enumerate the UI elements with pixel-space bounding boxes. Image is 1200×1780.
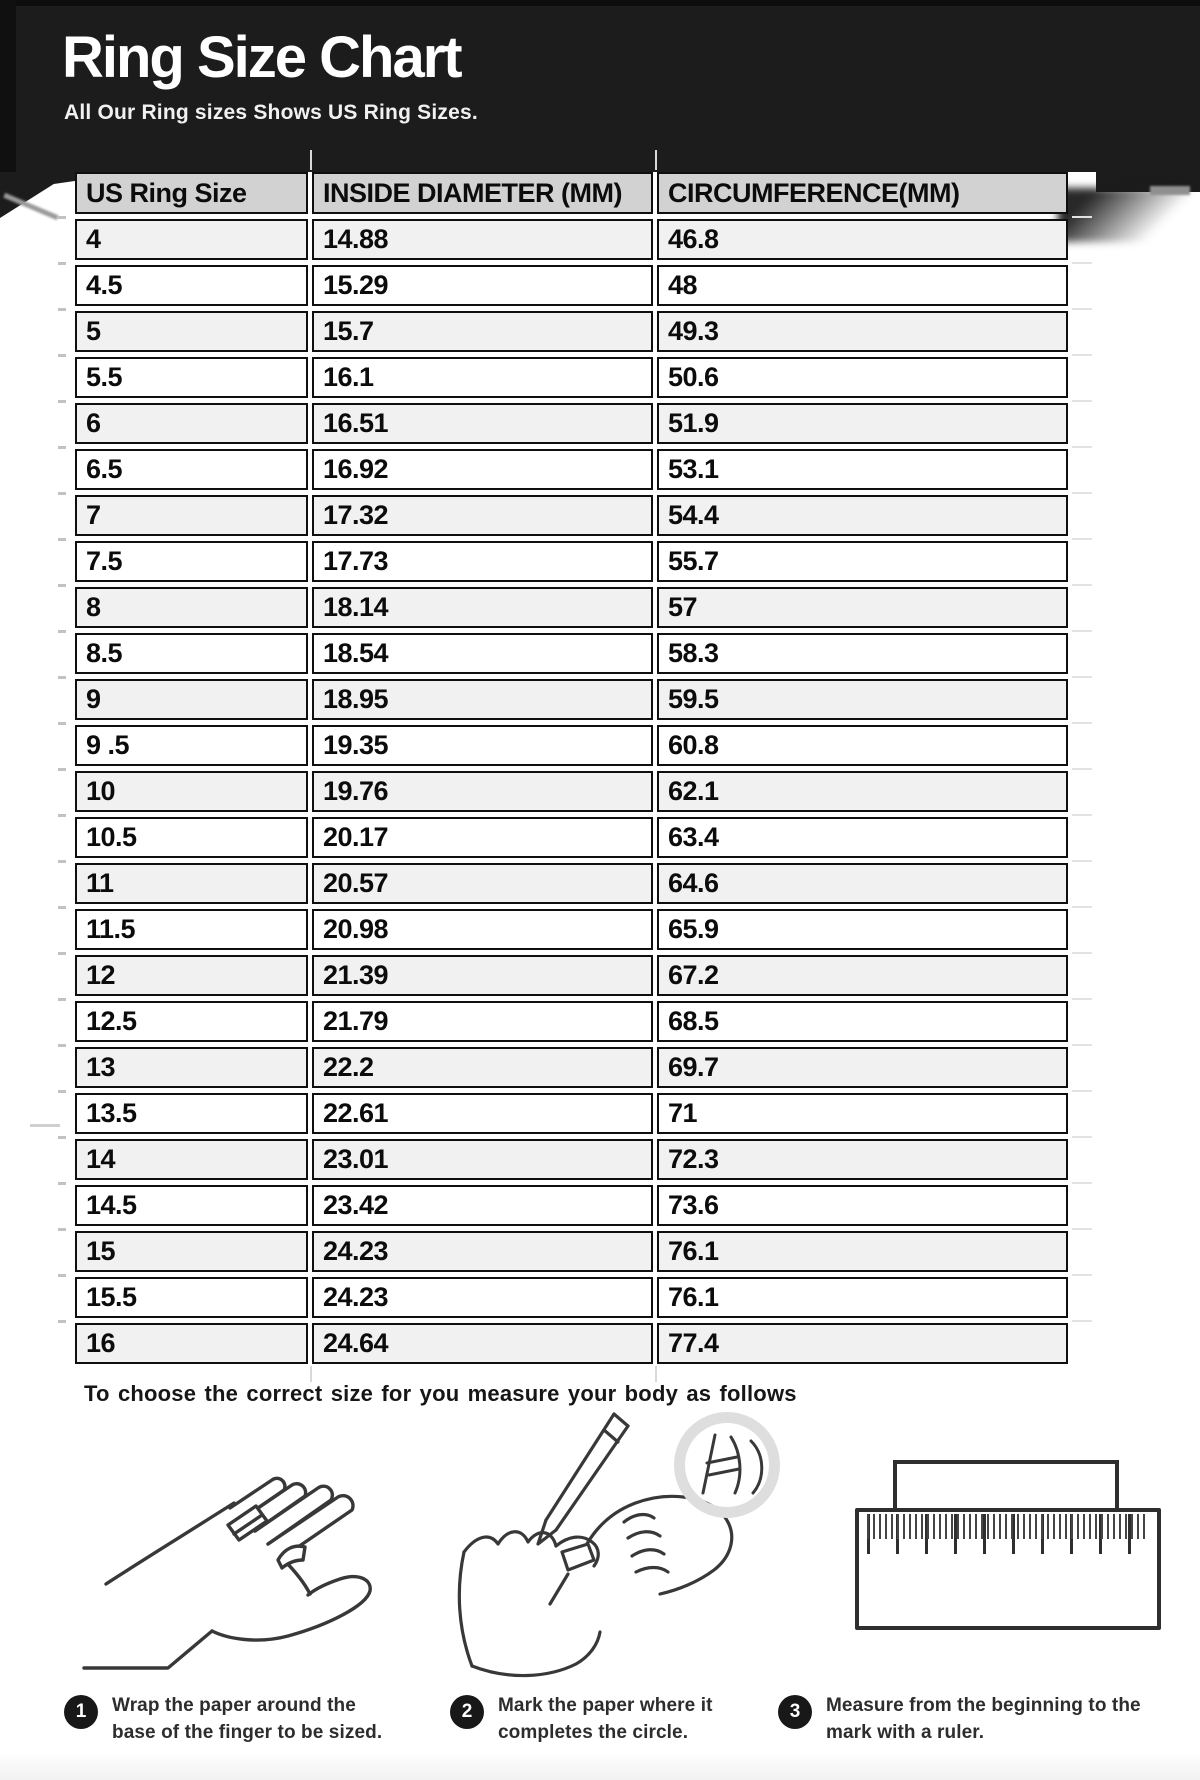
table-cell: 68.5 [657, 1001, 1068, 1042]
table-cell: 5.5 [75, 357, 308, 398]
table-cell: 21.39 [312, 955, 653, 996]
table-cell: 20.98 [312, 909, 653, 950]
table-cell: 15.7 [312, 311, 653, 352]
table-cell: 73.6 [657, 1185, 1068, 1226]
table-cell: 65.9 [657, 909, 1068, 950]
table-cell: 71 [657, 1093, 1068, 1134]
table-cell: 20.17 [312, 817, 653, 858]
step-1-number-badge: 1 [64, 1695, 98, 1729]
table-cell: 17.32 [312, 495, 653, 536]
table-cell: 7.5 [75, 541, 308, 582]
table-cell: 55.7 [657, 541, 1068, 582]
step-3 [778, 1692, 1150, 1746]
table-cell: 5 [75, 311, 308, 352]
table-cell: 53.1 [657, 449, 1068, 490]
table-cell: 12 [75, 955, 308, 996]
table-cell: 6.5 [75, 449, 308, 490]
table-cell: 15 [75, 1231, 308, 1272]
table-cell: 62.1 [657, 771, 1068, 812]
table-cell: 69.7 [657, 1047, 1068, 1088]
row-lines-right [1072, 216, 1092, 1366]
paper-strip-shape [893, 1460, 1119, 1512]
pencil-marking-illustration [428, 1402, 782, 1692]
table-cell: 24.64 [312, 1323, 653, 1364]
table-cell: 16.1 [312, 357, 653, 398]
table-cell: 6 [75, 403, 308, 444]
step-1 [64, 1692, 404, 1746]
column-header: US Ring Size [75, 172, 308, 214]
table-cell: 59.5 [657, 679, 1068, 720]
table-cell: 63.4 [657, 817, 1068, 858]
table-cell: 18.95 [312, 679, 653, 720]
table-cell: 64.6 [657, 863, 1068, 904]
step-2-caption: Mark the paper where it completes the circle. [498, 1695, 713, 1743]
column-header: INSIDE DIAMETER (MM) [312, 172, 653, 214]
magnifier-circle-icon [674, 1412, 780, 1518]
column-gap-line [655, 1366, 657, 1382]
table-cell: 13.5 [75, 1093, 308, 1134]
table-cell: 76.1 [657, 1231, 1068, 1272]
table-cell: 19.35 [312, 725, 653, 766]
header-banner [0, 0, 1200, 172]
row-tick-marks-left [58, 216, 66, 1366]
table-cell: 76.1 [657, 1277, 1068, 1318]
table-cell: 15.5 [75, 1277, 308, 1318]
table-cell: 8 [75, 587, 308, 628]
table-cell: 9 [75, 679, 308, 720]
measure-instructions-heading: To choose the correct size for you measure your body as follows [84, 1381, 797, 1406]
table-cell: 22.61 [312, 1093, 653, 1134]
table-cell: 24.23 [312, 1231, 653, 1272]
ruler-illustration [845, 1446, 1177, 1664]
page-subtitle: All Our Ring sizes Shows US Ring Sizes. [64, 101, 478, 124]
table-cell: 72.3 [657, 1139, 1068, 1180]
table-cell: 60.8 [657, 725, 1068, 766]
table-cell: 14.5 [75, 1185, 308, 1226]
table-cell: 16.51 [312, 403, 653, 444]
table-cell: 58.3 [657, 633, 1068, 674]
ruler-minor-ticks [867, 1514, 1149, 1539]
step-3-caption: Measure from the beginning to the mark with a ruler. [826, 1695, 1141, 1743]
step-2 [450, 1692, 750, 1746]
table-cell: 49.3 [657, 311, 1068, 352]
step-3-number-badge: 3 [778, 1695, 812, 1729]
table-cell: 9 .5 [75, 725, 308, 766]
page-title: Ring Size Chart [62, 25, 461, 90]
column-header: CIRCUMFERENCE(MM) [657, 172, 1068, 214]
table-cell: 4 [75, 219, 308, 260]
column-gap-line [310, 1366, 312, 1382]
banner-right-tab-mark [1150, 186, 1190, 195]
table-cell: 54.4 [657, 495, 1068, 536]
table-cell: 57 [657, 587, 1068, 628]
table-cell: 67.2 [657, 955, 1068, 996]
table-cell: 10.5 [75, 817, 308, 858]
bottom-gray-strip [0, 1752, 1200, 1780]
table-cell: 77.4 [657, 1323, 1068, 1364]
table-cell: 22.2 [312, 1047, 653, 1088]
table-cell: 16 [75, 1323, 308, 1364]
table-cell: 50.6 [657, 357, 1068, 398]
table-cell: 20.57 [312, 863, 653, 904]
column-gap-line [655, 150, 657, 170]
table-cell: 10 [75, 771, 308, 812]
table-cell: 12.5 [75, 1001, 308, 1042]
step-1-caption: Wrap the paper around the base of the finger to be sized. [112, 1695, 383, 1743]
table-cell: 8.5 [75, 633, 308, 674]
table-cell: 18.54 [312, 633, 653, 674]
hand-paper-wrap-illustration [66, 1424, 450, 1682]
table-cell: 19.76 [312, 771, 653, 812]
table-cell: 21.79 [312, 1001, 653, 1042]
column-gap-line [310, 150, 312, 170]
table-cell: 13 [75, 1047, 308, 1088]
table-cell: 11 [75, 863, 308, 904]
table-cell: 23.42 [312, 1185, 653, 1226]
table-cell: 18.14 [312, 587, 653, 628]
ruler-body-shape [855, 1508, 1161, 1630]
table-cell: 51.9 [657, 403, 1068, 444]
table-cell: 15.29 [312, 265, 653, 306]
table-cell: 4.5 [75, 265, 308, 306]
table-cell: 14 [75, 1139, 308, 1180]
left-margin-dash [30, 1124, 60, 1127]
table-cell: 24.23 [312, 1277, 653, 1318]
ring-size-table [75, 172, 1068, 1364]
table-cell: 11.5 [75, 909, 308, 950]
table-cell: 46.8 [657, 219, 1068, 260]
table-cell: 23.01 [312, 1139, 653, 1180]
table-cell: 14.88 [312, 219, 653, 260]
table-cell: 7 [75, 495, 308, 536]
table-cell: 16.92 [312, 449, 653, 490]
step-2-number-badge: 2 [450, 1695, 484, 1729]
table-cell: 17.73 [312, 541, 653, 582]
table-cell: 48 [657, 265, 1068, 306]
